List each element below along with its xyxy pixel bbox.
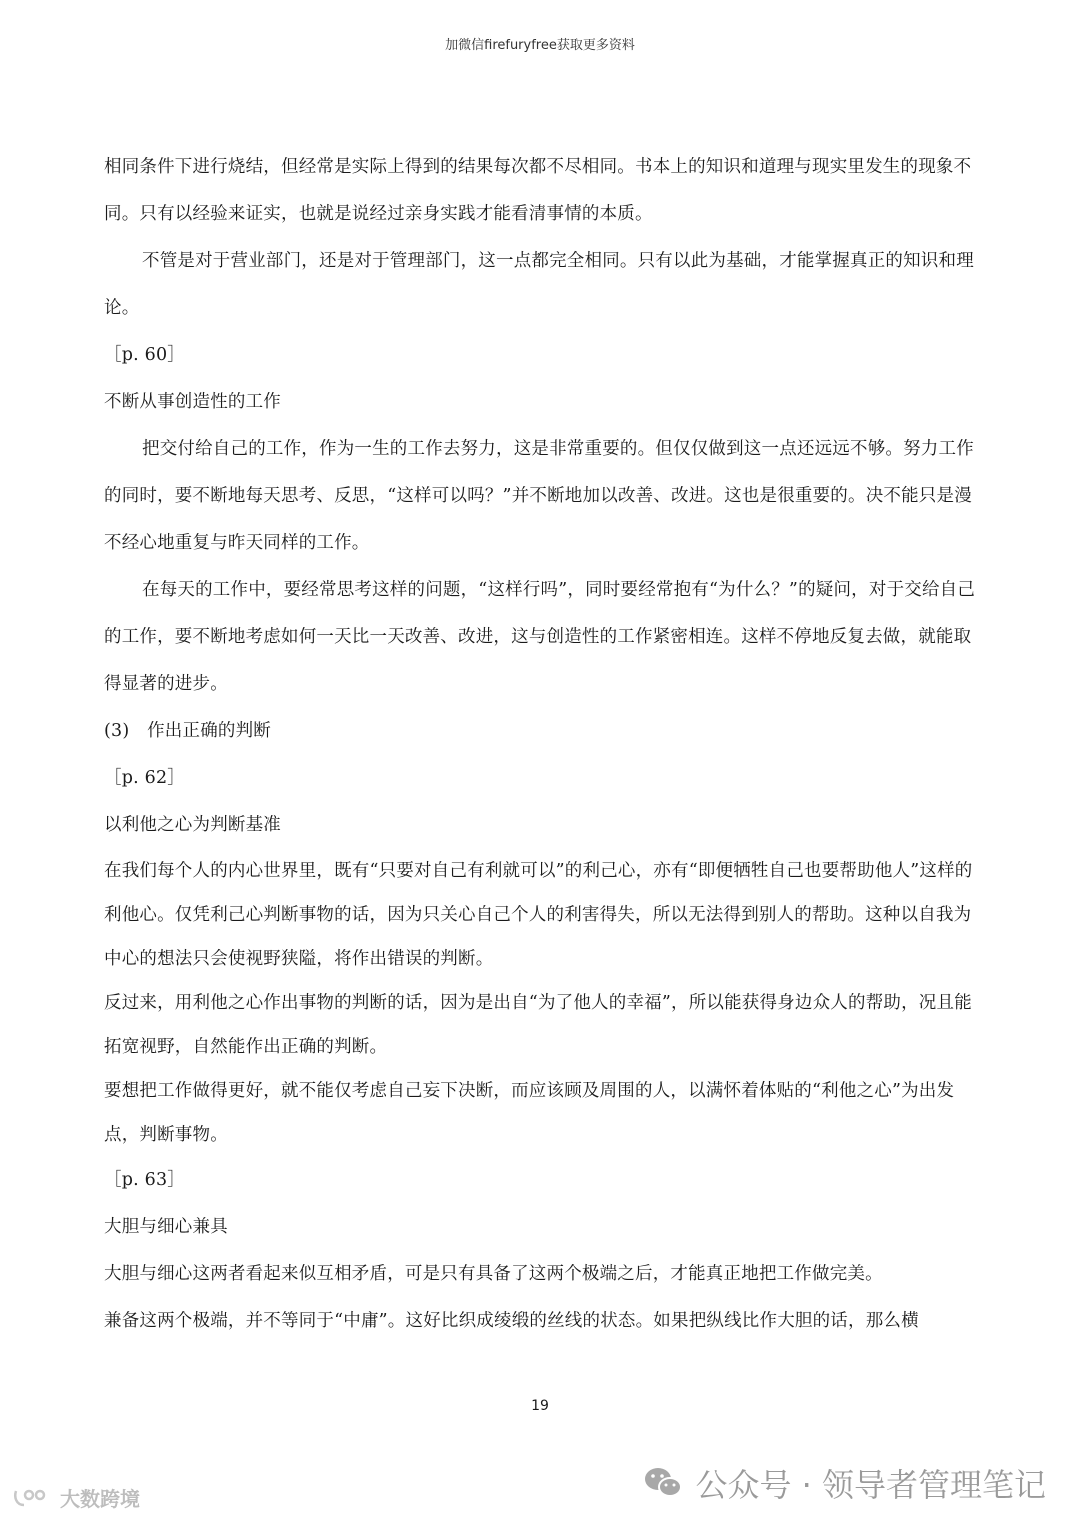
page-reference: ［p. 60］: [104, 345, 185, 365]
paragraph: 反过来，用利他之心作出事物的判断的话，因为是出自“为了他人的幸福”，所以能获得身边众人的帮助，况且能拓宽视野，自然能作出正确的判断。: [104, 993, 972, 1057]
paragraph: 要想把工作做得更好，就不能仅考虑自己妄下决断，而应该顾及周围的人，以满怀着体贴的“利他之心”为出发点，判断事物。: [104, 1081, 955, 1145]
page-reference: ［p. 63］: [104, 1170, 185, 1190]
paragraph: 兼备这两个极端，并不等同于“中庸”。这好比织成绫缎的丝线的状态。如果把纵线比作大胆的话，那么横: [104, 1311, 919, 1331]
watermark-left-text: 大数跨境: [60, 1487, 140, 1511]
watermark-right-text: 公众号 · 领导者管理笔记: [695, 1466, 1046, 1504]
watermark-left: [12, 1483, 140, 1512]
section-heading: 以利他之心为判断基准: [104, 815, 281, 835]
section-heading: 大胆与细心兼具: [104, 1217, 228, 1237]
page-reference: ［p. 62］: [104, 768, 185, 788]
watermark-right: [643, 1460, 1046, 1506]
paragraph: 在每天的工作中，要经常思考这样的问题，“这样行吗”，同时要经常抱有“为什么？”的疑问，对于交给自己的工作，要不断地考虑如何一天比一天改善、改进，这与创造性的工作紧密相连。这样不停地反复去做，就能取得显著的进步。: [104, 580, 976, 694]
section-heading: (3) 作出正确的判断: [104, 721, 271, 741]
section-heading: 不断从事创造性的工作: [104, 392, 281, 412]
paragraph: 不管是对于营业部门，还是对于管理部门，这一点都完全相同。只有以此为基础，才能掌握真正的知识和理论。: [104, 251, 974, 318]
paragraph: 把交付给自己的工作，作为一生的工作去努力，这是非常重要的。但仅仅做到这一点还远远不够。努力工作的同时，要不断地每天思考、反思，“这样可以吗？”并不断地加以改善、改进。这也是很重要的。决不能只是漫不经心地重复与昨天同样的工作。: [104, 439, 974, 553]
paragraph: 在我们每个人的内心世界里，既有“只要对自己有利就可以”的利己心，亦有“即便牺牲自己也要帮助他人”这样的利他心。仅凭利己心判断事物的话，因为只关心自己个人的利害得失，所以无法得到别人的帮助。这种以自我为中心的想法只会使视野狭隘，将作出错误的判断。: [104, 861, 973, 969]
page-number: 19: [531, 1398, 549, 1414]
document-body: [104, 144, 984, 1345]
page-header: 加微信firefuryfree获取更多资料: [445, 38, 635, 53]
paragraph: 大胆与细心这两者看起来似互相矛盾，可是只有具备了这两个极端之后，才能真正地把工作做完美。: [104, 1264, 883, 1284]
brand-logo-icon: [12, 1487, 52, 1509]
wechat-icon: [643, 1466, 683, 1500]
paragraph: 相同条件下进行烧结，但经常是实际上得到的结果每次都不尽相同。书本上的知识和道理与现实里发生的现象不同。只有以经验来证实，也就是说经过亲身实践才能看清事情的本质。: [104, 157, 972, 224]
